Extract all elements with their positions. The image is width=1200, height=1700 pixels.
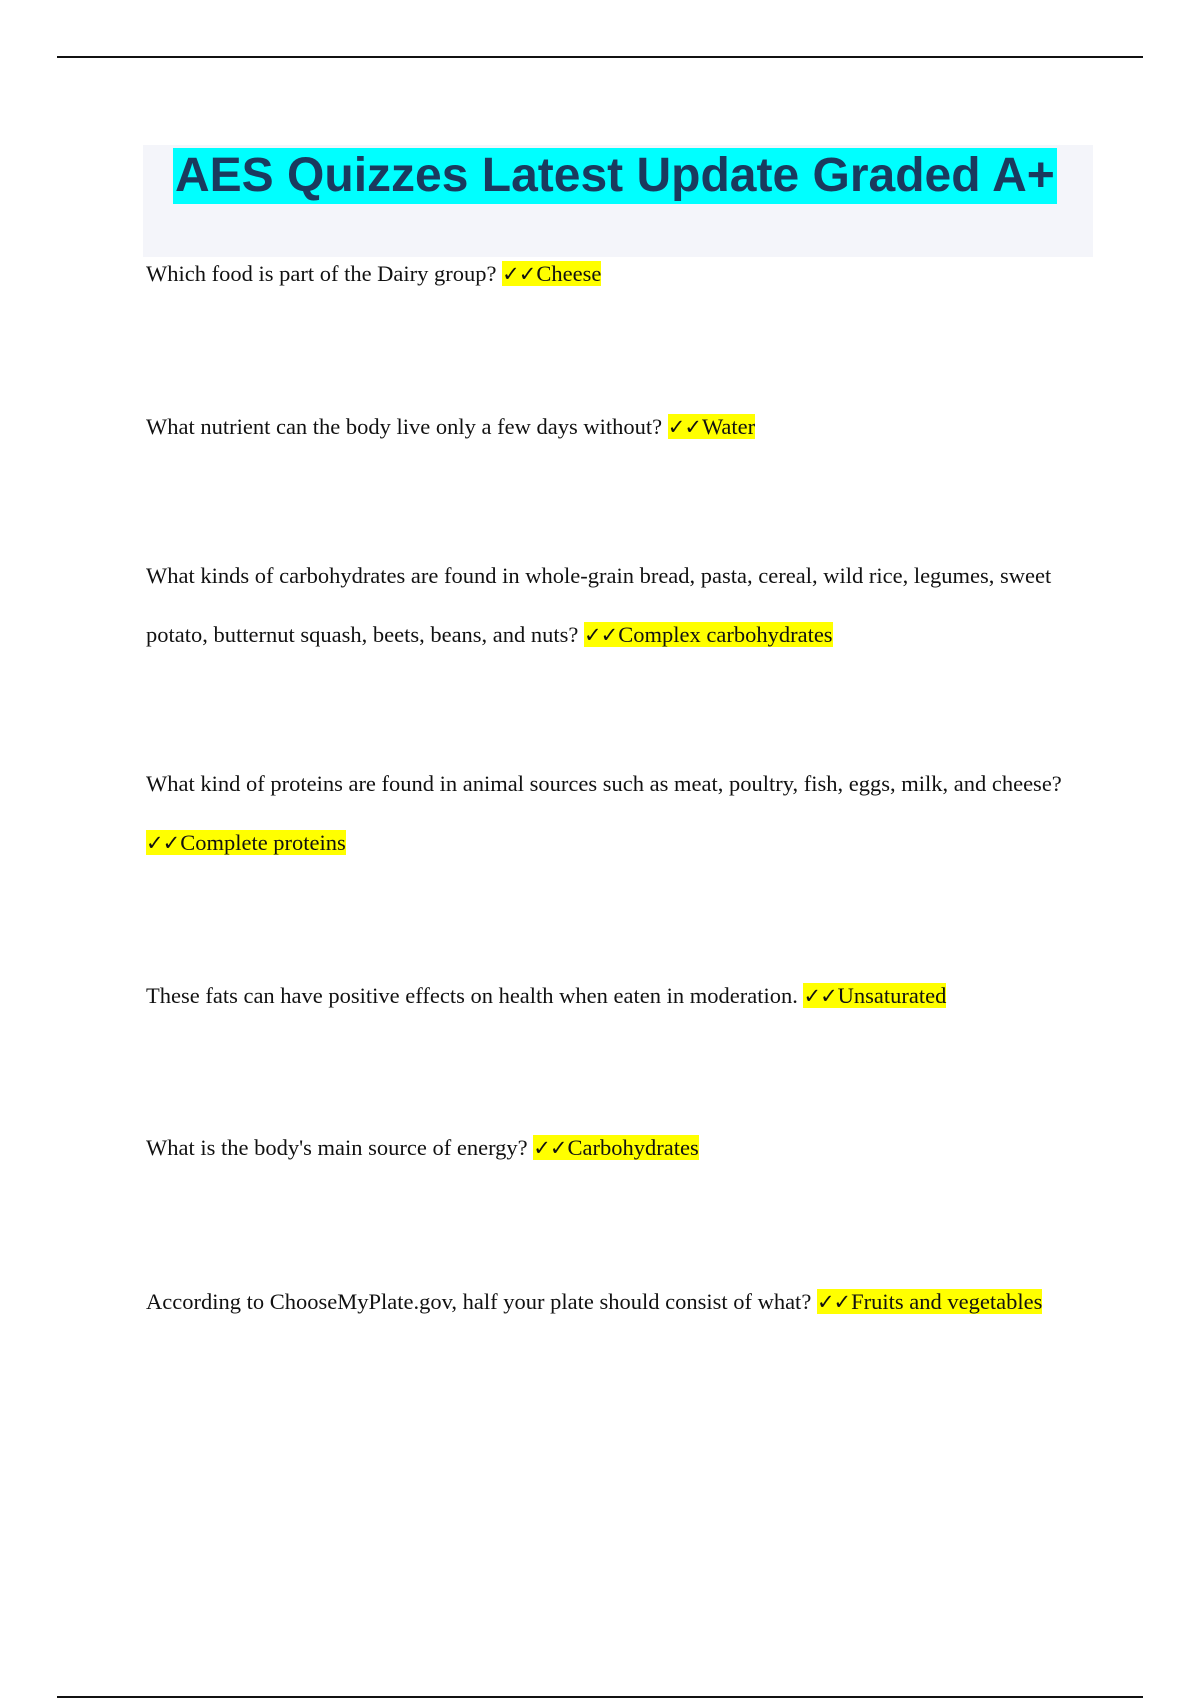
title-block [143,145,1093,257]
answer-text: Carbohydrates [567,1135,699,1160]
qa-item-2 [146,397,1086,457]
qa-item-5 [146,966,1086,1026]
check-marks-icon: ✓✓ [816,1290,851,1314]
qa-item-6 [146,1118,1086,1178]
check-marks-icon: ✓✓ [146,831,180,855]
qa-item-3 [146,546,1086,665]
answer-text: Fruits and vegetables [851,1289,1043,1314]
answer-highlight [803,983,946,1008]
answer-highlight [668,414,755,439]
qa-item-4 [146,754,1086,873]
question-text: What is the body's main source of energy? [146,1135,534,1160]
top-rule [57,56,1143,58]
check-marks-icon: ✓✓ [803,984,837,1008]
bottom-rule [57,1696,1143,1698]
check-marks-icon: ✓✓ [502,262,536,286]
page-title: AES Quizzes Latest Update Graded A+ [175,149,1055,202]
question-text: Which food is part of the Dairy group? [146,261,503,286]
question-text: What kinds of carbohydrates are found in whole-grain bread, pasta, cereal, wild rice, legumes, sweet potato, butternut squash, beets, beans, and nuts? [146,563,1052,647]
answer-text: Complex carbohydrates [618,622,833,647]
answer-highlight [146,830,346,855]
question-text: According to ChooseMyPlate.gov, half your plate should consist of what? [146,1289,817,1314]
answer-highlight [533,1135,698,1160]
qa-item-1 [146,244,1086,304]
answer-highlight [584,622,833,647]
answer-text: Unsaturated [837,983,947,1008]
answer-highlight [817,1289,1042,1314]
question-text: These fats can have positive effects on health when eaten in moderation. [146,983,804,1008]
answer-text: Complete proteins [180,830,346,855]
answer-text: Cheese [536,261,602,286]
answer-text: Water [701,414,756,439]
question-text: What kind of proteins are found in animal sources such as meat, poultry, fish, eggs, milk, and cheese? [146,771,1062,796]
check-marks-icon: ✓✓ [533,1136,567,1160]
answer-highlight [502,261,601,286]
check-marks-icon: ✓✓ [667,415,701,439]
qa-item-7 [146,1272,1086,1332]
question-text: What nutrient can the body live only a few days without? [146,414,668,439]
check-marks-icon: ✓✓ [584,623,618,647]
